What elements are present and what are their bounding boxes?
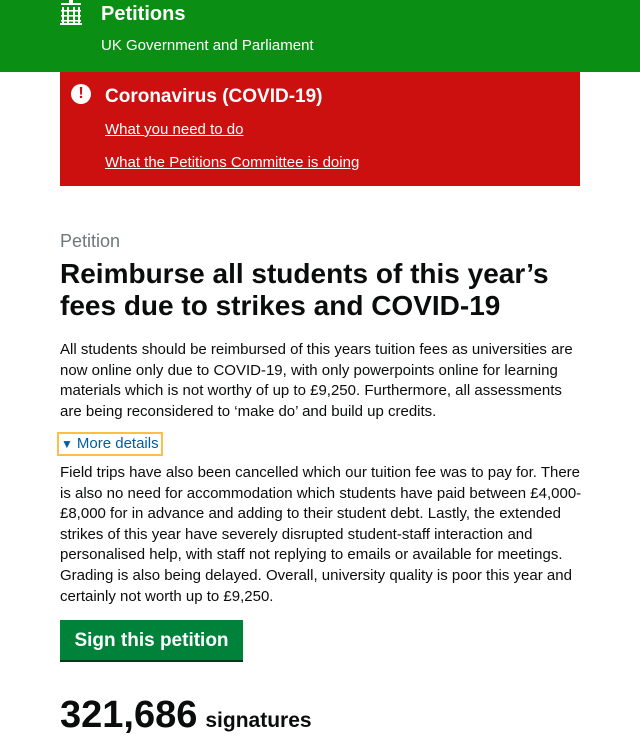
petition-summary: All students should be reimbursed of this years tuition fees as universities are now online only due to COVID-19, with only powerpoints online for learning materials which is not worthy of up to £9,250. Furthermore, all assessments are being reconsidered to ‘make do’ and build up credits. — [60, 341, 573, 420]
site-header — [0, 0, 640, 72]
petition-caption: Petition — [60, 231, 121, 251]
petition-title: Reimburse all students of this year’s fees due to strikes and COVID-19 — [60, 258, 549, 321]
signature-label: signatures — [205, 709, 312, 732]
site-title[interactable]: Petitions — [101, 3, 186, 25]
signature-count — [60, 692, 312, 738]
sign-petition-button[interactable]: Sign this petition — [60, 620, 243, 660]
alert-title: Coronavirus (COVID-19) — [105, 86, 323, 107]
more-details-toggle[interactable] — [57, 432, 163, 456]
more-details-label: More details — [76, 435, 159, 452]
exclamation-icon: ! — [71, 84, 91, 104]
petition-details: Field trips have also been cancelled which our tuition fee was to pay for. There is also no need for accommodation which students have paid between £4,000-£8,000 for in advance and adding to their student debt. Lastly, the extended strikes of this year have severely disrupted student-staff interaction and personalised help, with staff not replying to emails or available for meetings. Grading is also being delayed. Overall, university quality is poor this year and certainly not worth up to £9,250. — [60, 464, 582, 605]
covid-alert-banner — [60, 72, 580, 186]
site-subtitle: UK Government and Parliament — [101, 37, 314, 54]
signature-number: 321,686 — [60, 694, 198, 736]
triangle-down-icon: ▼ — [61, 437, 73, 451]
petitions-committee-link[interactable]: What the Petitions Committee is doing — [105, 154, 360, 171]
what-you-need-to-do-link[interactable]: What you need to do — [105, 121, 244, 138]
portcullis-icon — [58, 0, 84, 26]
